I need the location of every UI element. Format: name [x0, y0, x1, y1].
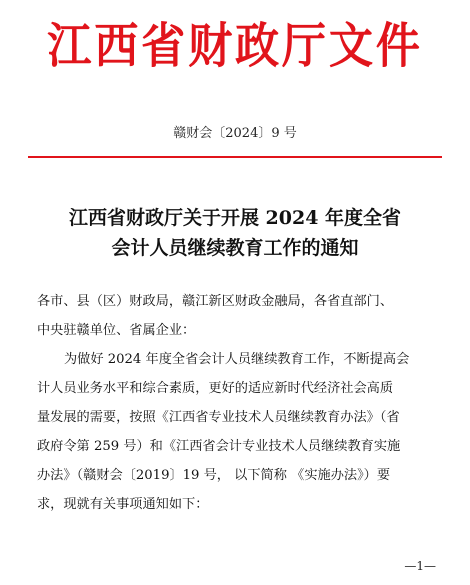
red-divider: [28, 156, 442, 158]
notice-title-line-1: 江西省财政厅关于开展 2024 年度全省: [68, 207, 402, 229]
notice-body: [37, 287, 437, 519]
notice-title: [0, 203, 470, 263]
paragraph-line-6: 求，现就有关事项通知如下：: [37, 497, 209, 512]
notice-title-line-2: 会计人员继续教育工作的通知: [111, 237, 359, 259]
addressee-line-2: 中央驻赣单位、省属企业：: [37, 323, 196, 338]
paragraph-line-4: 政府令第 259 号）和《江西省会计专业技术人员继续教育实施: [37, 439, 401, 454]
masthead-title: 江西省财政厅文件: [47, 18, 423, 74]
addressee-line-1: 各市、县（区）财政局，赣江新区财政金融局，各省直部门、: [37, 294, 394, 309]
paragraph-line-5: 办法》（赣财会〔2019〕19 号， 以下简称 《实施办法》）要: [37, 468, 391, 483]
document-number: 赣财会〔2024〕9 号: [173, 126, 297, 141]
paragraph-line-1: 为做好 2024 年度全省会计人员继续教育工作，不断提高会: [64, 352, 410, 367]
page-number: —1—: [404, 559, 436, 573]
paragraph-line-2: 计人员业务水平和综合素质，更好的适应新时代经济社会高质: [37, 381, 394, 396]
paragraph-line-3: 量发展的需要，按照《江西省专业技术人员继续教育办法》（省: [37, 410, 400, 425]
